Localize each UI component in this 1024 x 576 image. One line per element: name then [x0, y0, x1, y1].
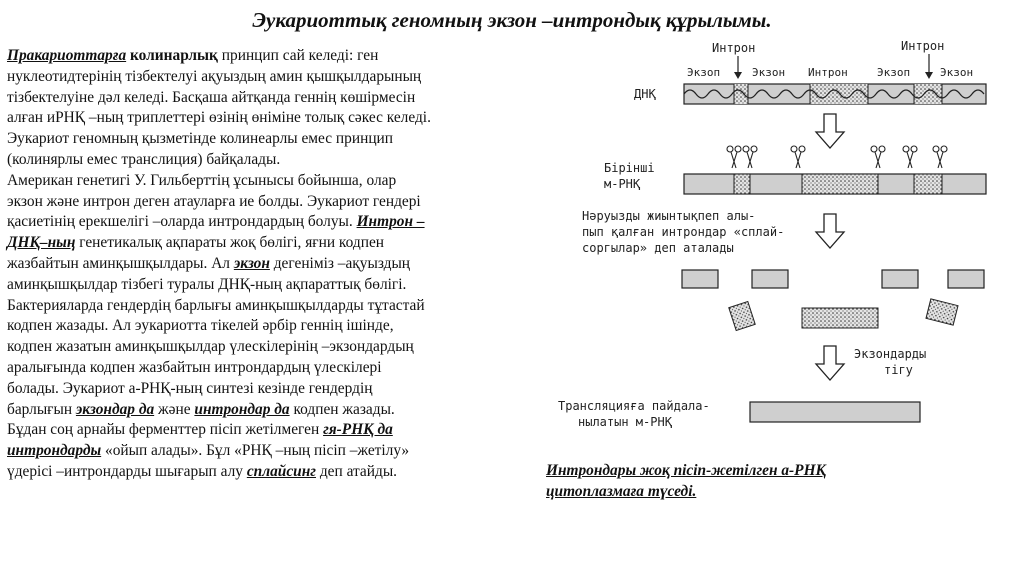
- text-span: принцип сай келеді: ген: [217, 47, 379, 64]
- exon-join-label-2: тігу: [884, 363, 913, 377]
- intron-label-2: Интрон: [901, 39, 945, 53]
- term-colinearity: колинарлық: [130, 47, 218, 64]
- mrna-intron-3: [914, 174, 942, 194]
- intron-arrowhead-2: [925, 72, 933, 79]
- text-span: дегеніміз –ақуыздың: [269, 254, 411, 272]
- text-span: деп атайды.: [315, 462, 398, 480]
- text-line: болады. Эукариот а-РНҚ-ның синтезі кезінде гендердің: [7, 379, 373, 397]
- segment-label-intron: Интрон: [808, 66, 848, 79]
- text-line: [7, 441, 545, 462]
- caption-line-1: Интрондары жоқ пісіп-жетілген а-РНҚ: [546, 462, 826, 479]
- text-line: [7, 420, 545, 441]
- text-span: «ойып алады». Бұл «РНҚ –ның пісіп –жетілу»: [101, 442, 410, 460]
- intron-piece: [802, 308, 878, 328]
- intron-arrowhead-1: [734, 72, 742, 79]
- mrna-intron-2: [802, 174, 878, 194]
- term-exons-too: экзондар да: [75, 400, 155, 418]
- term-intron: Интрон –: [356, 213, 425, 231]
- text-line: нуклеотидтерінің тізбектелуі ақуыздың амин қышқылдарының: [7, 67, 422, 85]
- note-line-3: соргылар» деп аталады: [582, 241, 734, 255]
- intron-piece: [926, 299, 958, 325]
- exon-piece: [682, 270, 718, 288]
- caption-line-2: цитоплазмаға түседі.: [546, 483, 697, 500]
- mrna-intron-1: [734, 174, 750, 194]
- text-span: генетикалық ақпараты жоқ бөлігі, яғни кодпен: [75, 234, 385, 252]
- scissors-icon: [727, 146, 741, 168]
- term-dna: ДНҚ–ның: [7, 234, 76, 252]
- text-line: аралығында кодпен жазбайтын интрондардың үлескілері: [7, 358, 382, 376]
- note-line-2: пып қалған интрондар «сплай-: [582, 225, 785, 239]
- page-title: Эукариоттық геномның экзон –интрондық құрылымы.: [252, 8, 772, 32]
- text-line: [7, 254, 545, 275]
- text-span: барлығын: [7, 400, 76, 418]
- text-line: (колинярлы емес транслиция) байқалады.: [7, 150, 281, 168]
- dna-intron-3: [914, 84, 942, 104]
- dna-intron-1: [734, 84, 748, 104]
- term-pre-rna: гя-РНҚ да: [323, 421, 393, 439]
- segment-label-exon-2: Экзон: [752, 66, 786, 79]
- exon-piece: [948, 270, 984, 288]
- text-line: экзон және интрон деген атауларға ие болды. Эукариот гендері: [7, 192, 421, 210]
- text-span: жазбайтын аминқышқылдары. Ал: [7, 254, 234, 272]
- intron-piece: [729, 301, 755, 330]
- segment-label-exon-1: Экзоп: [687, 66, 721, 79]
- first-mrna-label-2: м-РНҚ: [604, 177, 641, 191]
- text-line: [7, 400, 545, 421]
- main-text: [7, 46, 545, 483]
- process-arrow-2: [816, 214, 844, 248]
- mature-mrna-strand: [750, 402, 920, 422]
- text-line: кодпен жазатын аминқышқылдар үлескілерінің –экзондардың: [7, 338, 414, 356]
- term-introns-too: интрондар да: [194, 400, 290, 418]
- text-line: аминқышқылдар тізбегі туралы ДНҚ-ның ақпараттық бөлігі.: [7, 275, 407, 293]
- final-mrna-label-2: нылатын м-РНҚ: [578, 415, 672, 429]
- final-mrna-label-1: Трансляцияға пайдала-: [558, 399, 710, 413]
- text-line: Бактерияларда гендердің барлығы аминқышқылдарды тұтастай: [7, 296, 425, 314]
- scissors-icons: [727, 146, 947, 168]
- process-arrow-1: [816, 114, 844, 148]
- term-exon: экзон: [233, 254, 270, 272]
- scissors-icon: [933, 146, 947, 168]
- dna-label: ДНҚ: [634, 87, 656, 101]
- scissors-icon: [791, 146, 805, 168]
- text-line: тізбектелуіне дәл келеді. Басқаша айтқанда геннің көшірмесін: [7, 88, 416, 106]
- exon-piece: [882, 270, 918, 288]
- term-splicing: сплайсинг: [246, 462, 316, 480]
- process-arrow-3: [816, 346, 844, 380]
- caption: [546, 460, 1016, 502]
- text-span: Бұдан соң арнайы ферменттер пісіп жетілмеген: [7, 421, 324, 439]
- text-line: [7, 212, 545, 233]
- text-line: [7, 46, 545, 67]
- dna-intron-2: [810, 84, 868, 104]
- text-line: [7, 462, 545, 483]
- term-prokaryotes: Пракариоттарға: [7, 47, 127, 64]
- splicing-diagram: [552, 36, 1020, 446]
- exon-join-label-1: Экзондарды: [854, 347, 927, 361]
- text-line: Эукариот геномның қызметінде колинеарлы емес принцип: [7, 130, 394, 148]
- scissors-icon: [903, 146, 917, 168]
- intron-label-1: Интрон: [712, 41, 756, 55]
- text-span: үдерісі –интрондарды шығарып алу: [7, 462, 247, 480]
- exon-piece: [752, 270, 788, 288]
- segment-label-exon-4: Экзон: [940, 66, 974, 79]
- scissors-icon: [871, 146, 885, 168]
- text-span: және: [154, 400, 195, 418]
- term-introns: интрондарды: [7, 442, 102, 460]
- scissors-icon: [743, 146, 757, 168]
- note-line-1: Нәруызды жиынтықпеп алы-: [582, 209, 756, 223]
- text-span: қасиетінің ерекшелігі –оларда интрондардың болуы.: [7, 213, 357, 231]
- text-line: кодпен жазады. Ал эукариотта тікелей әрбір геннің ішінде,: [7, 317, 394, 335]
- text-span: кодпен жазады.: [289, 400, 395, 418]
- first-mrna-label-1: Бірінші: [604, 161, 655, 175]
- segment-label-exon-3: Экзоп: [877, 66, 911, 79]
- text-line: [7, 233, 545, 254]
- text-line: Американ генетигі У. Гильберттің ұсынысы бойынша, олар: [7, 171, 397, 189]
- text-line: алған иРНҚ –ның триплеттері өзінің өніміне толық сәкес келеді.: [7, 109, 431, 127]
